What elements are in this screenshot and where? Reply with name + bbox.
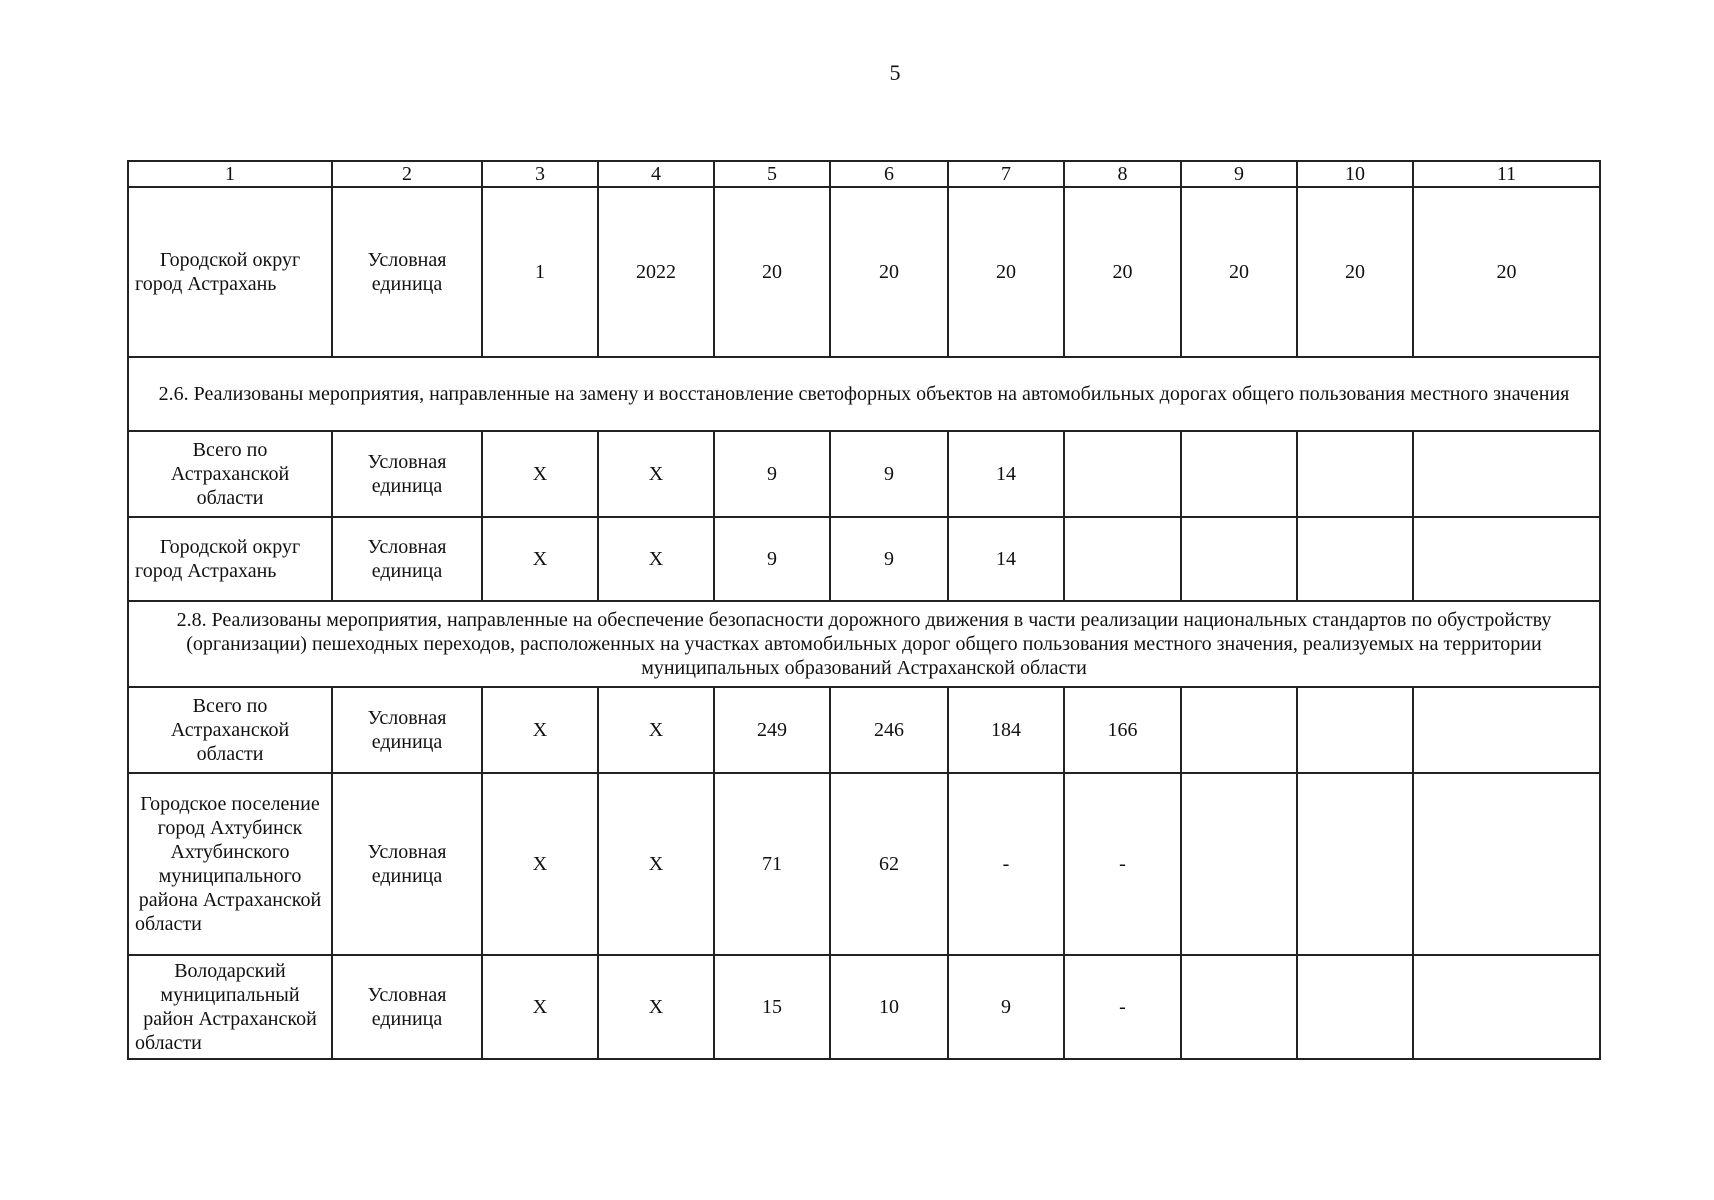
value-cell: 20 — [948, 187, 1064, 357]
section-heading: 2.6. Реализованы мероприятия, направленные на замену и восстановление светофорных объектов на автомобильных дорогах общего пользования местного значения — [128, 357, 1600, 431]
value-cell — [1181, 431, 1297, 517]
value-cell: Х — [598, 517, 714, 601]
region-cell: Городское поселение город Ахтубинск Ахтубинского муниципального района Астраханской области — [128, 773, 332, 955]
value-cell — [1297, 687, 1413, 773]
value-cell: 20 — [714, 187, 830, 357]
value-cell — [1413, 431, 1600, 517]
value-cell — [1064, 431, 1181, 517]
value-cell: 20 — [1413, 187, 1600, 357]
column-number: 6 — [830, 161, 948, 187]
value-cell: 20 — [1297, 187, 1413, 357]
value-cell: 184 — [948, 687, 1064, 773]
value-cell: 15 — [714, 955, 830, 1059]
section-row — [128, 601, 1600, 687]
column-number: 11 — [1413, 161, 1600, 187]
unit-cell: Условная единица — [332, 955, 482, 1059]
table-row — [128, 431, 1600, 517]
value-cell: Х — [598, 431, 714, 517]
value-cell: Х — [482, 687, 598, 773]
value-cell — [1413, 517, 1600, 601]
value-cell: - — [1064, 955, 1181, 1059]
value-cell: 9 — [830, 517, 948, 601]
page-number: 5 — [889, 60, 901, 85]
value-cell — [1181, 687, 1297, 773]
unit-cell: Условная единица — [332, 517, 482, 601]
value-cell: Х — [482, 773, 598, 955]
value-cell: 9 — [714, 431, 830, 517]
region-cell: Володарский муниципальный район Астраханской области — [128, 955, 332, 1059]
value-cell: Х — [482, 431, 598, 517]
region-cell: Городской округ город Астрахань — [128, 517, 332, 601]
value-cell: 71 — [714, 773, 830, 955]
value-cell: Х — [482, 517, 598, 601]
section-heading: 2.8. Реализованы мероприятия, направленные на обеспечение безопасности дорожного движения в части реализации национальных стандартов по обустройству (организации) пешеходных переходов, расположенных на участках автомобильных дорог общего пользования местного значения, реализуемых на территории муниципальных образований Астраханской области — [128, 601, 1600, 687]
column-number: 10 — [1297, 161, 1413, 187]
value-cell: 249 — [714, 687, 830, 773]
column-number: 1 — [128, 161, 332, 187]
value-cell — [1413, 687, 1600, 773]
value-cell: 246 — [830, 687, 948, 773]
value-cell: 20 — [1064, 187, 1181, 357]
unit-cell: Условная единица — [332, 187, 482, 357]
value-cell: 14 — [948, 431, 1064, 517]
table-row — [128, 773, 1600, 955]
value-cell: 166 — [1064, 687, 1181, 773]
value-cell — [1297, 431, 1413, 517]
value-cell: 20 — [1181, 187, 1297, 357]
value-cell: 2022 — [598, 187, 714, 357]
unit-cell: Условная единица — [332, 687, 482, 773]
value-cell: 62 — [830, 773, 948, 955]
region-cell: Городской округ город Астрахань — [128, 187, 332, 357]
value-cell: 1 — [482, 187, 598, 357]
table-row — [128, 187, 1600, 357]
column-number-row — [128, 161, 1600, 187]
region-cell: Всего по Астраханской области — [128, 431, 332, 517]
column-number: 2 — [332, 161, 482, 187]
table-row — [128, 955, 1600, 1059]
value-cell: 9 — [948, 955, 1064, 1059]
column-number: 5 — [714, 161, 830, 187]
value-cell: 9 — [714, 517, 830, 601]
column-number: 9 — [1181, 161, 1297, 187]
value-cell: - — [1064, 773, 1181, 955]
value-cell: 9 — [830, 431, 948, 517]
value-cell — [1413, 955, 1600, 1059]
section-row — [128, 357, 1600, 431]
value-cell: 20 — [830, 187, 948, 357]
value-cell: Х — [598, 773, 714, 955]
table-row — [128, 687, 1600, 773]
value-cell: Х — [482, 955, 598, 1059]
region-cell: Всего по Астраханской области — [128, 687, 332, 773]
unit-cell: Условная единица — [332, 431, 482, 517]
indicators-table — [127, 160, 1601, 1060]
value-cell — [1181, 955, 1297, 1059]
column-number: 7 — [948, 161, 1064, 187]
value-cell: 14 — [948, 517, 1064, 601]
value-cell — [1297, 773, 1413, 955]
value-cell — [1297, 517, 1413, 601]
value-cell: - — [948, 773, 1064, 955]
value-cell: Х — [598, 955, 714, 1059]
value-cell — [1181, 517, 1297, 601]
unit-cell: Условная единица — [332, 773, 482, 955]
column-number: 8 — [1064, 161, 1181, 187]
column-number: 4 — [598, 161, 714, 187]
value-cell — [1297, 955, 1413, 1059]
column-number: 3 — [482, 161, 598, 187]
value-cell — [1413, 773, 1600, 955]
table-row — [128, 517, 1600, 601]
value-cell: 10 — [830, 955, 948, 1059]
value-cell — [1181, 773, 1297, 955]
value-cell — [1064, 517, 1181, 601]
value-cell: Х — [598, 687, 714, 773]
